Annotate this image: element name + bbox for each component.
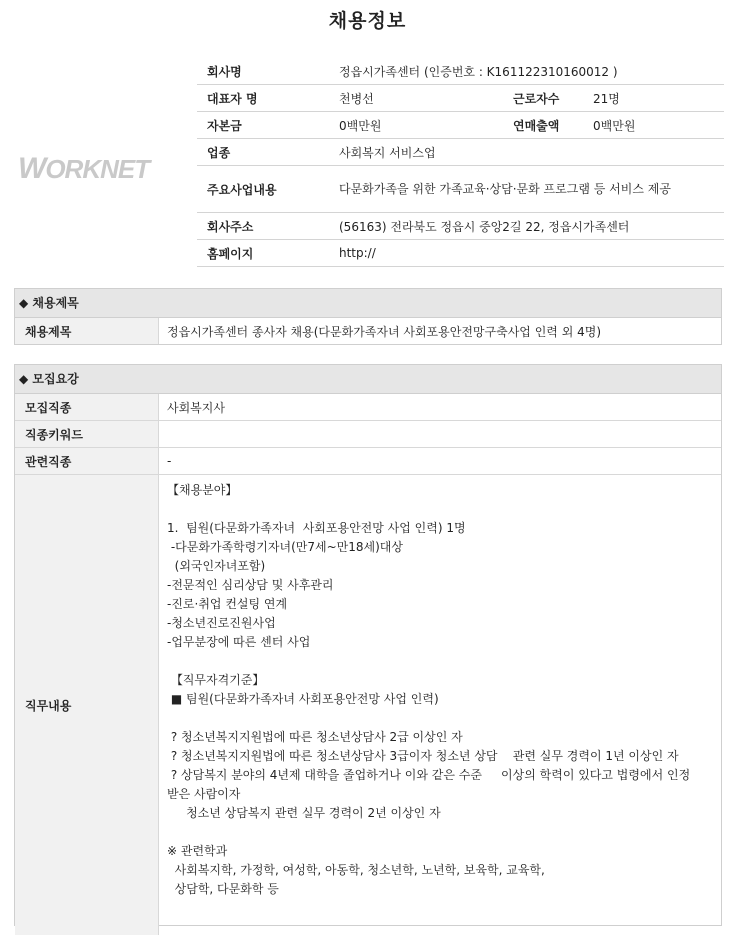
keyword-row xyxy=(15,421,721,448)
keyword-value xyxy=(159,421,721,447)
company-info-table xyxy=(197,58,724,267)
duty-line: 상담학, 다문화학 등 xyxy=(167,882,279,896)
duty-line xyxy=(167,500,691,519)
worknet-logo: WORKNET xyxy=(18,152,150,185)
related-row xyxy=(15,448,721,475)
duty-line: 【직무자격기준】 xyxy=(167,673,265,687)
duty-line: 청소년 상담복지 관련 실무 경력이 2년 이상인 자 xyxy=(167,806,441,820)
related-value: - xyxy=(167,454,172,468)
duty-line: ? 상담복지 분야의 4년제 대학을 졸업하거나 이와 같은 수준 이상의 학력이 있다고 법령에서 인정받은 사람이자 xyxy=(167,768,691,801)
industry-label: 업종 xyxy=(197,139,329,166)
duty-row xyxy=(15,475,721,935)
related-label: 관련직종 xyxy=(15,448,159,474)
address-label: 회사주소 xyxy=(197,213,329,240)
duty-line: -다문화가족학령기자녀(만7세~만18세)대상 xyxy=(167,540,403,554)
duty-line xyxy=(167,652,691,671)
employees-label: 근로자수 xyxy=(503,85,583,112)
requirements-header: ◆ 모집요강 xyxy=(15,365,721,394)
business-label: 주요사업내용 xyxy=(197,166,329,213)
company-name-row xyxy=(197,58,724,85)
company-ceo-row xyxy=(197,85,724,112)
duty-line: 사회복지학, 가정학, 여성학, 아동학, 청소년학, 노년학, 보육학, 교육학, xyxy=(167,863,545,877)
company-name-value: 정읍시가족센터 (인증번호 : K161122310160012 ) xyxy=(329,58,724,85)
company-capital-row xyxy=(197,112,724,139)
address-value: (56163) 전라북도 정읍시 중앙2길 22, 정읍시가족센터 xyxy=(329,213,724,240)
keyword-label: 직종키워드 xyxy=(15,421,159,447)
duty-line: -전문적인 심리상담 및 사후관리 xyxy=(167,578,334,592)
ceo-value: 천병선 xyxy=(329,85,503,112)
duty-line: ? 청소년복지지원법에 따른 청소년상담사 3급이자 청소년 상담 관련 실무 경력이 1년 이상인 자 xyxy=(167,749,679,763)
company-homepage-row xyxy=(197,240,724,267)
capital-label: 자본금 xyxy=(197,112,329,139)
recruit-title-row xyxy=(15,318,721,344)
industry-value: 사회복지 서비스업 xyxy=(329,139,724,166)
job-label: 모집직종 xyxy=(15,394,159,420)
job-value: 사회복지사 xyxy=(167,400,225,415)
company-industry-row xyxy=(197,139,724,166)
duty-line xyxy=(167,709,691,728)
employees-value: 21명 xyxy=(583,85,724,112)
sales-value: 0백만원 xyxy=(583,112,724,139)
duty-line: -업무분장에 따른 센터 사업 xyxy=(167,635,311,649)
capital-value: 0백만원 xyxy=(329,112,503,139)
duty-line: (외국인자녀포함) xyxy=(167,559,266,573)
recruit-title-label: 채용제목 xyxy=(15,318,159,344)
requirements-section xyxy=(14,364,722,926)
recruit-title-section xyxy=(14,288,722,345)
company-address-row xyxy=(197,213,724,240)
duty-line: ? 청소년복지지원법에 따른 청소년상담사 2급 이상인 자 xyxy=(167,730,463,744)
duty-line: 1. 팀원(다문화가족자녀 사회포용안전망 사업 인력) 1명 xyxy=(167,521,466,535)
page-title: 채용정보 xyxy=(328,10,407,32)
sales-label: 연매출액 xyxy=(503,112,583,139)
duty-line: -청소년진로진원사업 xyxy=(167,616,276,630)
duty-content xyxy=(159,475,721,935)
duty-line xyxy=(167,823,691,842)
duty-label: 직무내용 xyxy=(15,475,159,935)
job-row xyxy=(15,394,721,421)
business-value: 다문화가족을 위한 가족교육·상담·문화 프로그램 등 서비스 제공 xyxy=(329,166,724,213)
homepage-label: 홈페이지 xyxy=(197,240,329,267)
ceo-label: 대표자 명 xyxy=(197,85,329,112)
recruit-title-header: ◆ 채용제목 xyxy=(15,289,721,318)
duty-line: -진로·취업 컨설팅 연계 xyxy=(167,597,288,611)
homepage-link[interactable]: http:// xyxy=(329,240,724,267)
duty-line: ※ 관련학과 xyxy=(167,844,228,858)
duty-line: ■ 팀원(다문화가족자녀 사회포용안전망 사업 인력) xyxy=(167,692,439,706)
company-business-row xyxy=(197,166,724,213)
recruit-title-value: 정읍시가족센터 종사자 채용(다문화가족자녀 사회포용안전망구축사업 인력 외 4명) xyxy=(167,324,602,339)
company-name-label: 회사명 xyxy=(197,58,329,85)
duty-line: 【채용분야】 xyxy=(167,483,238,497)
